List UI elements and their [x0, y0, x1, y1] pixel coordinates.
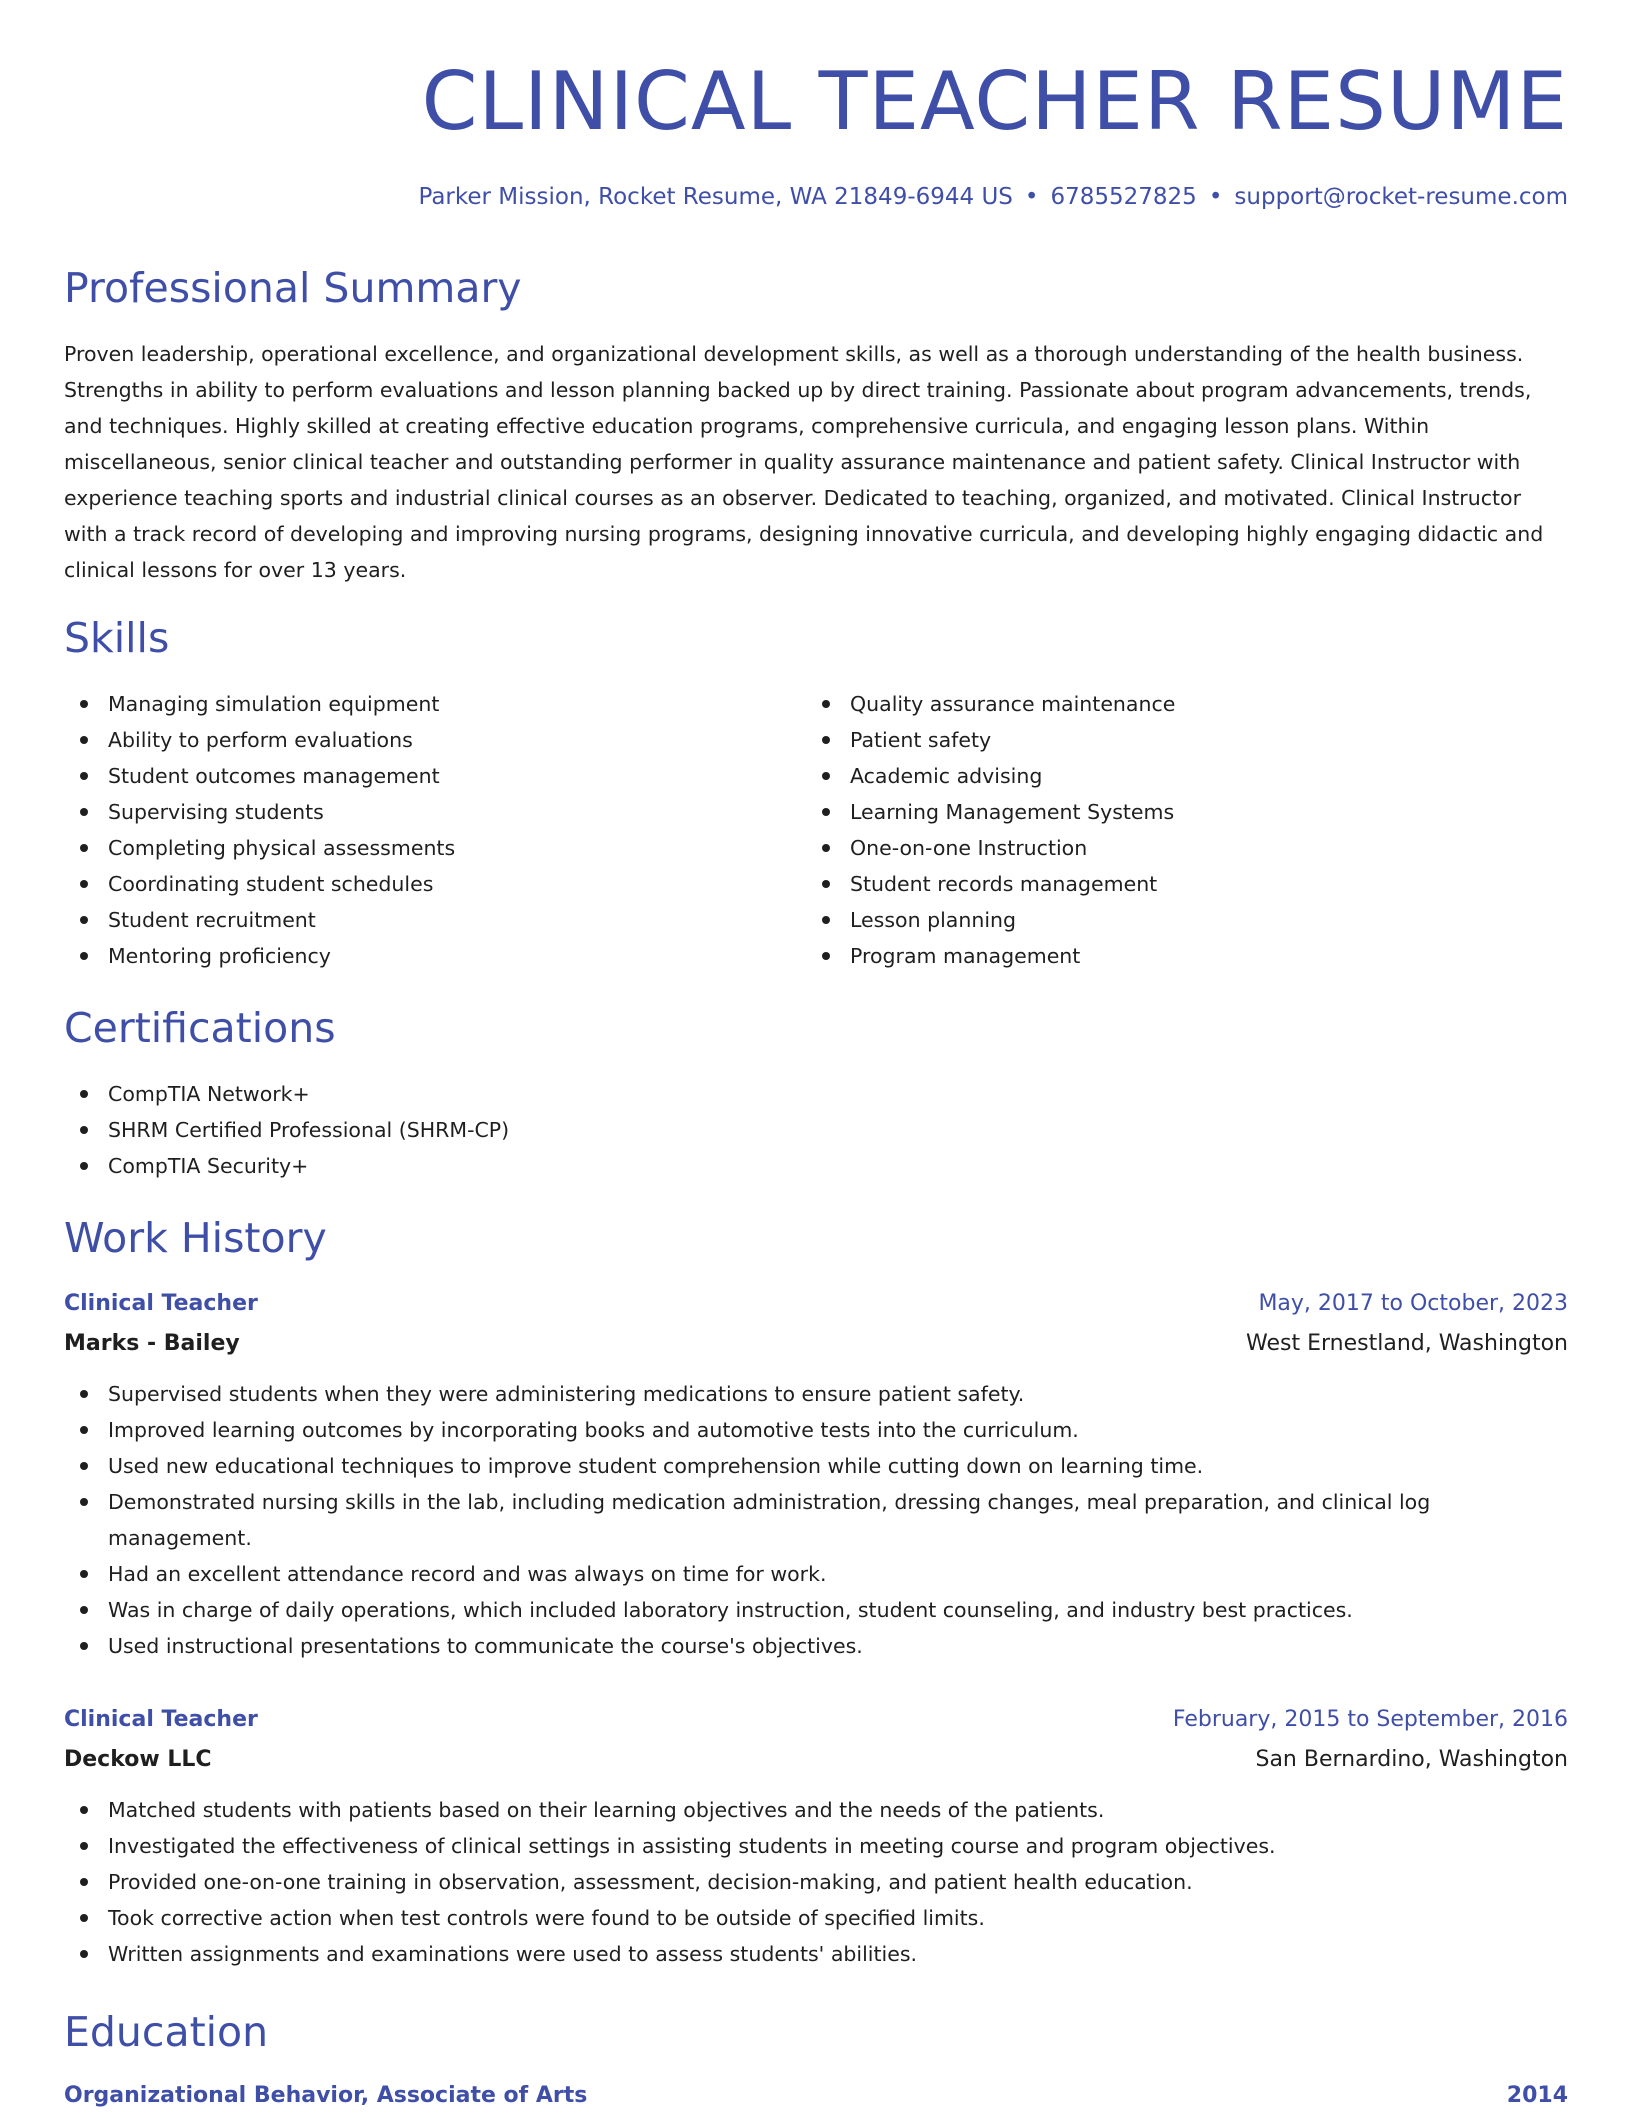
skill-item: Student outcomes management — [64, 758, 804, 794]
certification-item: CompTIA Security+ — [64, 1148, 964, 1184]
job-company: Marks - Bailey — [64, 1331, 240, 1356]
contact-address: Parker Mission, Rocket Resume, WA 21849-6944 US — [418, 184, 1013, 210]
certification-item: SHRM Certified Professional (SHRM-CP) — [64, 1112, 964, 1148]
job-entry — [64, 1700, 1568, 1972]
job-company-row — [64, 1324, 1568, 1364]
skill-item: Supervising students — [64, 794, 804, 830]
skill-item: Managing simulation equipment — [64, 686, 804, 722]
job-role: Clinical Teacher — [64, 1291, 258, 1316]
job-bullet: Used instructional presentations to communicate the course's objectives. — [64, 1628, 1568, 1664]
education-entry — [64, 2076, 1568, 2112]
job-header-row — [64, 1284, 1568, 1324]
education-row — [64, 2076, 1568, 2112]
job-bullet: Provided one-on-one training in observation, assessment, decision-making, and patient health education. — [64, 1864, 1568, 1900]
job-bullets — [64, 1376, 1568, 1664]
skills-list-right — [806, 686, 1546, 974]
job-location: San Bernardino, Washington — [1255, 1747, 1568, 1772]
job-location: West Ernestland, Washington — [1246, 1331, 1568, 1356]
certifications-list — [64, 1076, 964, 1184]
job-bullet: Improved learning outcomes by incorporating books and automotive tests into the curriculum. — [64, 1412, 1568, 1448]
job-dates: February, 2015 to September, 2016 — [1172, 1707, 1568, 1732]
contact-separator: • — [1208, 184, 1223, 210]
contact-phone: 6785527825 — [1050, 184, 1197, 210]
certification-item: CompTIA Network+ — [64, 1076, 964, 1112]
education-heading: Education — [64, 2008, 269, 2056]
job-bullet: Used new educational techniques to improve student comprehension while cutting down on learning time. — [64, 1448, 1568, 1484]
job-entry — [64, 1284, 1568, 1664]
skill-item: Patient safety — [806, 722, 1546, 758]
summary-text: Proven leadership, operational excellence, and organizational development skills, as well as a thorough understanding of the health business. Strengths in ability to perform evaluations and lesson planning backed up by direct training. Passionate about program advancements, trends, and techniques. Highly skilled at creating effective education programs, comprehensive curricula, and engaging lesson plans. Within miscellaneous, senior clinical teacher and outstanding performer in quality assurance maintenance and patient safety. Clinical Instructor with experience teaching sports and industrial clinical courses as an observer. Dedicated to teaching, organized, and motivated. Clinical Instructor with a track record of developing and improving nursing programs, designing innovative curricula, and developing highly engaging didactic and clinical lessons for over 13 years. — [64, 342, 1544, 582]
work-history-heading: Work History — [64, 1214, 327, 1262]
job-bullet: Supervised students when they were administering medications to ensure patient safety. — [64, 1376, 1568, 1412]
skill-item: Student recruitment — [64, 902, 804, 938]
resume-title: CLINICAL TEACHER RESUME — [421, 55, 1568, 148]
job-header-row — [64, 1700, 1568, 1740]
skill-item: Learning Management Systems — [806, 794, 1546, 830]
skill-item: Mentoring proficiency — [64, 938, 804, 974]
job-bullet: Written assignments and examinations were used to assess students' abilities. — [64, 1936, 1568, 1972]
education-degree: Organizational Behavior, Associate of Arts — [64, 2083, 588, 2108]
job-role: Clinical Teacher — [64, 1707, 258, 1732]
skill-item: Coordinating student schedules — [64, 866, 804, 902]
education-year: 2014 — [1506, 2083, 1568, 2108]
job-bullet: Was in charge of daily operations, which included laboratory instruction, student counseling, and industry best practices. — [64, 1592, 1568, 1628]
job-bullet: Demonstrated nursing skills in the lab, including medication administration, dressing changes, meal preparation, and clinical log management. — [64, 1484, 1568, 1556]
skills-heading: Skills — [64, 614, 170, 662]
job-bullets — [64, 1792, 1568, 1972]
contact-separator: • — [1024, 184, 1039, 210]
job-bullet: Matched students with patients based on their learning objectives and the needs of the patients. — [64, 1792, 1568, 1828]
job-company-row — [64, 1740, 1568, 1780]
job-bullet: Had an excellent attendance record and was always on time for work. — [64, 1556, 1568, 1592]
summary-heading: Professional Summary — [64, 264, 522, 312]
skill-item: One-on-one Instruction — [806, 830, 1546, 866]
skill-item: Program management — [806, 938, 1546, 974]
job-bullet: Investigated the effectiveness of clinical settings in assisting students in meeting course and program objectives. — [64, 1828, 1568, 1864]
contact-line — [418, 181, 1568, 213]
resume-page — [64, 0, 1568, 2112]
skills-list-left — [64, 686, 804, 974]
skill-item: Academic advising — [806, 758, 1546, 794]
contact-email: support@rocket-resume.com — [1234, 184, 1568, 210]
skill-item: Student records management — [806, 866, 1546, 902]
job-bullet: Took corrective action when test controls were found to be outside of specified limits. — [64, 1900, 1568, 1936]
job-company: Deckow LLC — [64, 1747, 212, 1772]
skill-item: Lesson planning — [806, 902, 1546, 938]
certifications-heading: Certifications — [64, 1004, 336, 1052]
skill-item: Ability to perform evaluations — [64, 722, 804, 758]
skill-item: Completing physical assessments — [64, 830, 804, 866]
skill-item: Quality assurance maintenance — [806, 686, 1546, 722]
job-dates: May, 2017 to October, 2023 — [1258, 1291, 1568, 1316]
